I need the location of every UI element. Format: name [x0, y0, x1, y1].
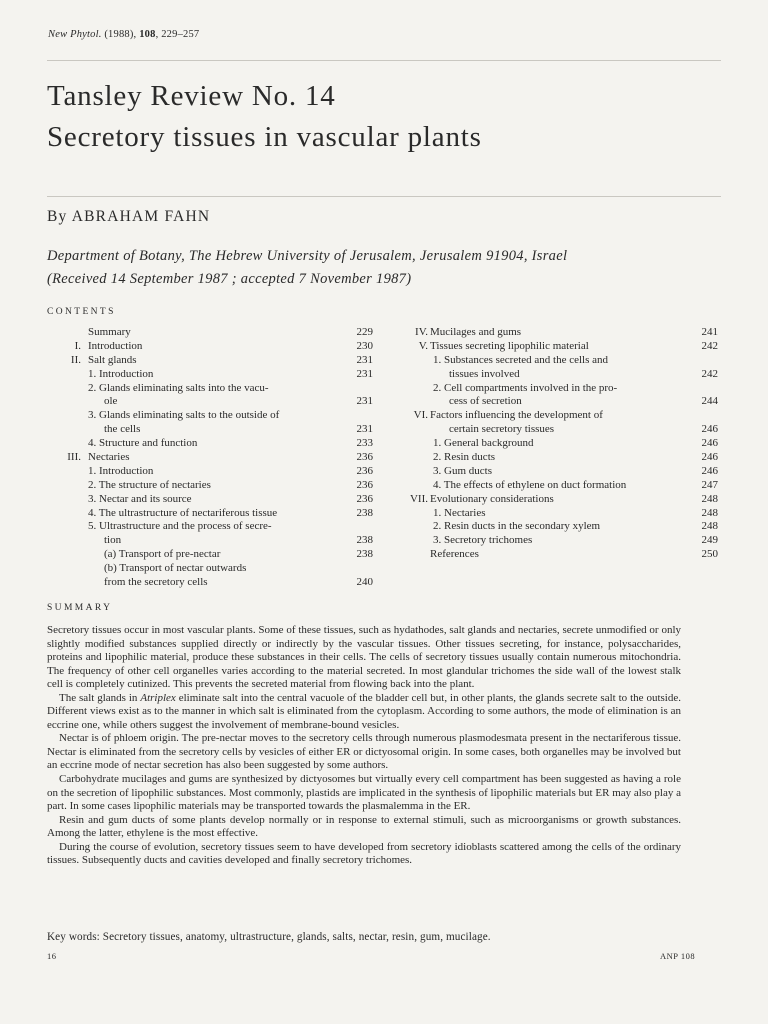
toc-page-number: 231 [356, 367, 373, 380]
summary-paragraph: During the course of evolution, secretory tissues seem to have developed from secretory idioblasts scattered among the cells of the ordinary tissues. Subsequently ducts and cavities developed and finally secretory trichomes. [47, 840, 681, 867]
summary-body [47, 624, 681, 868]
toc-page-number: 231 [356, 423, 373, 436]
toc-entry-title: tissues involved [449, 367, 520, 380]
footer-code: ANP 108 [660, 951, 696, 961]
toc-entry-title: Tissues secreting lipophilic material [430, 339, 589, 352]
toc-page-number: 244 [701, 395, 718, 408]
contents-heading: CONTENTS [47, 307, 116, 317]
toc-entry [47, 437, 377, 451]
summary-paragraph: Resin and gum ducts of some plants develop normally or in response to external stimuli, such as microorganisms or growth substances. Among the latter, ethylene is the most effective. [47, 813, 681, 840]
toc-page-number: 236 [356, 478, 373, 491]
toc-page-number: 242 [701, 339, 718, 352]
toc-entry-title: 2. Resin ducts [433, 451, 496, 464]
toc-entry [47, 534, 377, 548]
summary-text: The salt glands in [59, 691, 141, 704]
toc-page-number: 246 [701, 437, 718, 450]
toc-entry-title: 3. Glands eliminating salts to the outside of [88, 409, 280, 422]
toc-entry-title: 3. Secretory trichomes [433, 534, 533, 547]
title-series: Tansley Review No. 14 [47, 80, 336, 112]
toc-entry [388, 340, 718, 354]
toc-entry-title: certain secretory tissues [449, 423, 555, 436]
toc-entry [47, 548, 377, 562]
toc-entry [47, 520, 377, 534]
toc-page-number: 240 [356, 576, 373, 589]
toc-entry [47, 368, 377, 382]
journal-pages: , 229–257 [155, 29, 200, 40]
toc-page-number: 230 [356, 339, 373, 352]
toc-entry-title: Salt glands [88, 353, 137, 366]
toc-page-number: 233 [356, 437, 373, 450]
toc-entry-title: References [430, 548, 479, 561]
journal-volume: 108 [139, 29, 156, 40]
toc-page-number: 231 [356, 353, 373, 366]
summary-paragraph: Secretory tissues occur in most vascular plants. Some of these tissues, such as hydathodes, salt glands and nectaries, secrete unmodified or only slightly modified substances supplied directly or indirectly by the vascular tissues. Other tissues secreting, for instance, polysaccharides, proteins and lipophilic material, produce these substances in their cells. The cells of secretory tissues usually contain numerous mitochondria. The frequency of other cell organelles varies according to the material secreted. In most glandular trichomes the side wall of the lowest stalk cell is completely cutinized. This prevents the secreted material from flowing back into the plant. [47, 624, 681, 691]
toc-entry-title: ole [104, 395, 118, 408]
page-number: 16 [47, 951, 57, 961]
toc-page-number: 242 [701, 367, 718, 380]
toc-entry-title: Evolutionary considerations [430, 492, 554, 505]
toc-section-number: IV. [415, 326, 428, 338]
summary-paragraph: Nectar is of phloem origin. The pre-nectar moves to the secretory cells through numerous plasmodesmata present in the nectariferous tissue. Nectar is eliminated from the secretory cells by vesicles of either ER or dictyosomal origin. In some cases, both organelles may be involved but an eccrine mode of nectar secretion has also been suggested by some authors. [47, 732, 681, 772]
toc-entry [388, 548, 718, 562]
toc-entry [47, 465, 377, 479]
author-name: ABRAHAM FAHN [71, 208, 211, 225]
toc-entry-title: Factors influencing the development of [430, 409, 603, 422]
toc-entry-title: (a) Transport of pre-nectar [104, 548, 221, 561]
toc-entry-title: 1. Substances secreted and the cells and [433, 353, 609, 366]
toc-page-number: 236 [356, 464, 373, 477]
toc-entry-title: 3. Gum ducts [433, 464, 492, 477]
toc-page-number: 250 [701, 548, 718, 561]
article-title [47, 76, 482, 158]
toc-page-number: 248 [701, 520, 718, 533]
toc-entry [388, 534, 718, 548]
toc-entry-title: Summary [88, 326, 131, 338]
toc-page-number: 248 [701, 506, 718, 519]
toc-entry [388, 465, 718, 479]
toc-entry [47, 423, 377, 437]
toc-page-number: 246 [701, 423, 718, 436]
toc-entry-title: 1. General background [433, 437, 534, 450]
toc-right-column [388, 326, 718, 562]
title-divider [47, 196, 721, 197]
toc-left-column [47, 326, 377, 590]
toc-entry [47, 382, 377, 396]
toc-entry [47, 451, 377, 465]
toc-entry [47, 340, 377, 354]
toc-entry-title: 2. Resin ducts in the secondary xylem [433, 520, 601, 533]
keywords: Key words: Secretory tissues, anatomy, ultrastructure, glands, salts, nectar, resin, gum, mucilage. [47, 931, 491, 943]
toc-entry [388, 479, 718, 493]
toc-entry [47, 479, 377, 493]
toc-page-number: 248 [701, 492, 718, 505]
toc-entry-title: cess of secretion [449, 395, 522, 408]
toc-entry [388, 493, 718, 507]
toc-entry [388, 507, 718, 521]
toc-entry-title: 3. Nectar and its source [88, 492, 192, 505]
toc-entry-title: 4. The ultrastructure of nectariferous tissue [88, 506, 278, 519]
toc-entry [388, 451, 718, 465]
toc-entry [47, 507, 377, 521]
toc-entry [388, 395, 718, 409]
toc-page-number: 231 [356, 395, 373, 408]
toc-section-number: II. [70, 353, 81, 366]
toc-section-number: I. [74, 339, 81, 352]
genus-name: Atriplex [140, 691, 176, 704]
toc-entry-title: 1. Introduction [88, 367, 154, 380]
toc-entry [388, 354, 718, 368]
toc-entry-title: 1. Nectaries [433, 506, 486, 519]
toc-entry [47, 409, 377, 423]
toc-page-number: 229 [356, 326, 373, 338]
toc-entry-title: tion [104, 534, 122, 547]
summary-paragraph: Carbohydrate mucilages and gums are synthesized by dictyosomes but virtually every cell compartment has been suggested as having a role on the secretion of lipophilic substances. Most commonly, plastids are implicated in the synthesis of lipophilic materials but ER may also play a part. In some cases lipophilic materials may be transported towards the plasmalemma in the ER. [47, 773, 681, 813]
toc-entry [47, 395, 377, 409]
toc-entry [388, 409, 718, 423]
toc-entry-title: 4. The effects of ethylene on duct formation [433, 478, 627, 491]
toc-page-number: 246 [701, 451, 718, 464]
journal-citation [48, 29, 199, 40]
toc-page-number: 249 [701, 534, 718, 547]
top-divider [47, 60, 721, 61]
toc-page-number: 238 [356, 506, 373, 519]
toc-entry-title: 4. Structure and function [88, 437, 198, 450]
toc-entry-title: Introduction [88, 339, 143, 352]
toc-entry-title: 5. Ultrastructure and the process of secre- [88, 520, 272, 533]
toc-entry-title: the cells [104, 423, 141, 436]
toc-entry [47, 493, 377, 507]
toc-section-number: V. [418, 339, 428, 352]
journal-year: (1988), [104, 29, 137, 40]
toc-entry [388, 326, 718, 340]
toc-page-number: 238 [356, 534, 373, 547]
toc-entry [388, 437, 718, 451]
toc-entry-title: 2. Cell compartments involved in the pro- [433, 381, 618, 394]
toc-entry [388, 382, 718, 396]
toc-entry-title: Mucilages and gums [430, 326, 522, 338]
summary-paragraph [47, 692, 681, 733]
affiliation-block [47, 245, 567, 291]
toc-entry [388, 423, 718, 437]
toc-entry-title: 1. Introduction [88, 464, 154, 477]
toc-entry-title: from the secretory cells [104, 576, 208, 589]
toc-entry-title: (b) Transport of nectar outwards [104, 562, 247, 575]
toc-section-number: VII. [409, 492, 428, 505]
toc-entry [388, 368, 718, 382]
summary-text: eliminate salt into the central vacuole of the bladder cell but, in other plants, the glands secrete salt to the outside. Different views exist as to the manner in which salt is eliminated from the cytoplasm. According to some authors, the mode of elimination is an eccrine one, while others suggest the involvement of membrane-bound vesicles. [47, 691, 681, 731]
journal-name: New Phytol. [48, 29, 102, 40]
toc-entry-title: 2. Glands eliminating salts into the vacu- [88, 381, 269, 394]
toc-entry [47, 562, 377, 576]
toc-entry-title: Nectaries [88, 451, 130, 464]
toc-entry [47, 354, 377, 368]
summary-heading: SUMMARY [47, 603, 113, 613]
byline-prefix: By [47, 208, 68, 225]
toc-page-number: 247 [701, 478, 718, 491]
affiliation: Department of Botany, The Hebrew University of Jerusalem, Jerusalem 91904, Israel [47, 248, 568, 264]
title-main: Secretory tissues in vascular plants [47, 121, 482, 153]
toc-page-number: 246 [701, 464, 718, 477]
toc-entry-title: 2. The structure of nectaries [88, 478, 211, 491]
toc-entry [47, 576, 377, 590]
toc-page-number: 236 [356, 492, 373, 505]
toc-section-number: III. [67, 451, 81, 464]
toc-entry [47, 326, 377, 340]
toc-page-number: 241 [701, 326, 718, 338]
received-dates: (Received 14 September 1987 ; accepted 7 November 1987) [47, 271, 412, 287]
toc-page-number: 238 [356, 548, 373, 561]
toc-entry [388, 520, 718, 534]
toc-section-number: VI. [413, 409, 428, 422]
author-byline [47, 208, 210, 226]
toc-page-number: 236 [356, 451, 373, 464]
